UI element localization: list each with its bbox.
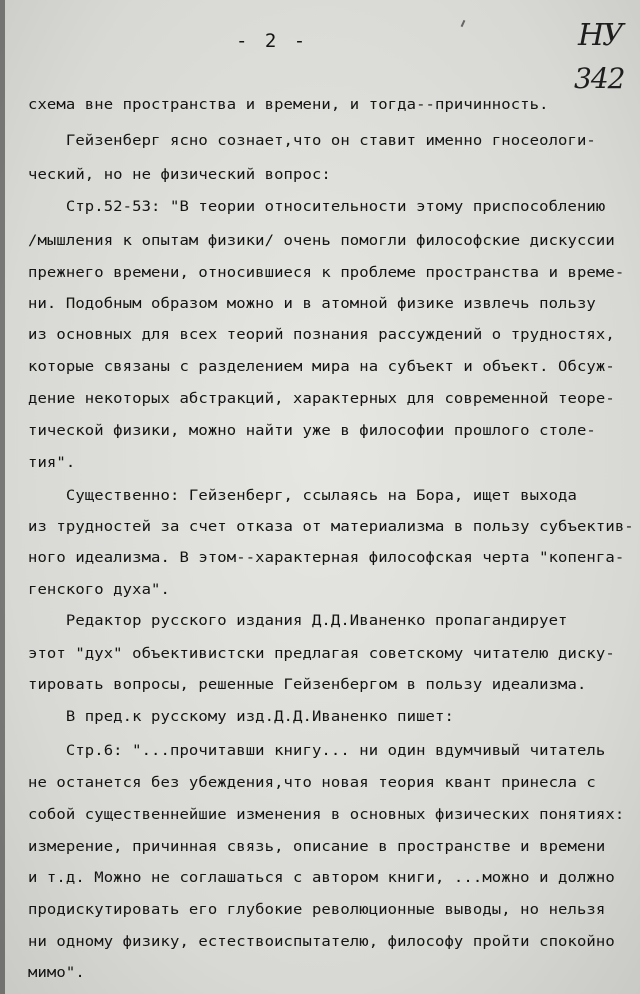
text-line: В пред.к русскому изд.Д.Д.Иваненко пишет: xyxy=(28,709,454,725)
text-line: ни. Подобным образом можно и в атомной физике извлечь пользу xyxy=(28,296,596,312)
pen-mark xyxy=(461,20,466,27)
text-line: которые связаны с разделением мира на субъект и объект. Обсуж- xyxy=(28,359,615,375)
text-line: тической физики, можно найти уже в философии прошлого столе- xyxy=(28,423,596,439)
text-line: Существенно: Гейзенберг, ссылаясь на Бора, ищет выхода xyxy=(28,488,577,504)
text-line: тировать вопросы, решенные Гейзенбергом в пользу идеализма. xyxy=(28,677,587,693)
handwritten-page-number: 342 xyxy=(574,62,625,95)
text-line: не останется без убеждения,что новая теория квант принесла с xyxy=(28,775,596,791)
text-line: тия". xyxy=(28,455,76,471)
text-line: ни одному физику, естествоиспытателю, философу пройти спокойно xyxy=(28,934,615,950)
text-line: из трудностей за счет отказа от материализма в пользу субъектив- xyxy=(28,519,634,535)
text-line: ческий, но не физический вопрос: xyxy=(28,167,331,183)
text-line: этот "дух" объективистски предлагая советскому читателю диску- xyxy=(28,646,615,662)
text-line: Стр.52-53: "В теории относительности этому приспособлению xyxy=(28,199,606,215)
text-line: /мышления к опытам физики/ очень помогли философские дискуссии xyxy=(28,233,615,249)
scan-edge xyxy=(0,0,5,994)
text-line: Гейзенберг ясно сознает,что он ставит именно гносеологи- xyxy=(28,133,596,149)
text-line: собой существеннейшие изменения в основных физических понятиях: xyxy=(28,807,625,823)
text-line: мимо". xyxy=(28,965,85,981)
text-line: ного идеализма. В этом--характерная философская черта "копенга- xyxy=(28,550,625,566)
page-number: - 2 - xyxy=(236,30,309,52)
text-line: дение некоторых абстракций, характерных для современной теоре- xyxy=(28,391,615,407)
text-line: генского духа". xyxy=(28,582,170,598)
text-line: прежнего времени, относившиеся к проблеме пространства и време- xyxy=(28,265,625,281)
text-line: измерение, причинная связь, описание в пространстве и времени xyxy=(28,839,606,855)
text-line: продискутировать его глубокие революционные выводы, но нельзя xyxy=(28,902,606,918)
text-line: и т.д. Можно не соглашаться с автором книги, ...можно и должно xyxy=(28,870,615,886)
text-line: Стр.6: "...прочитавши книгу... ни один вдумчивый читатель xyxy=(28,743,606,759)
text-line: Редактор русского издания Д.Д.Иваненко пропагандирует xyxy=(28,613,568,629)
handwritten-initials: НУ xyxy=(578,18,622,53)
text-line: схема вне пространства и времени, и тогда--причинность. xyxy=(28,97,549,113)
text-line: из основных для всех теорий познания рассуждений о трудностях, xyxy=(28,327,615,343)
